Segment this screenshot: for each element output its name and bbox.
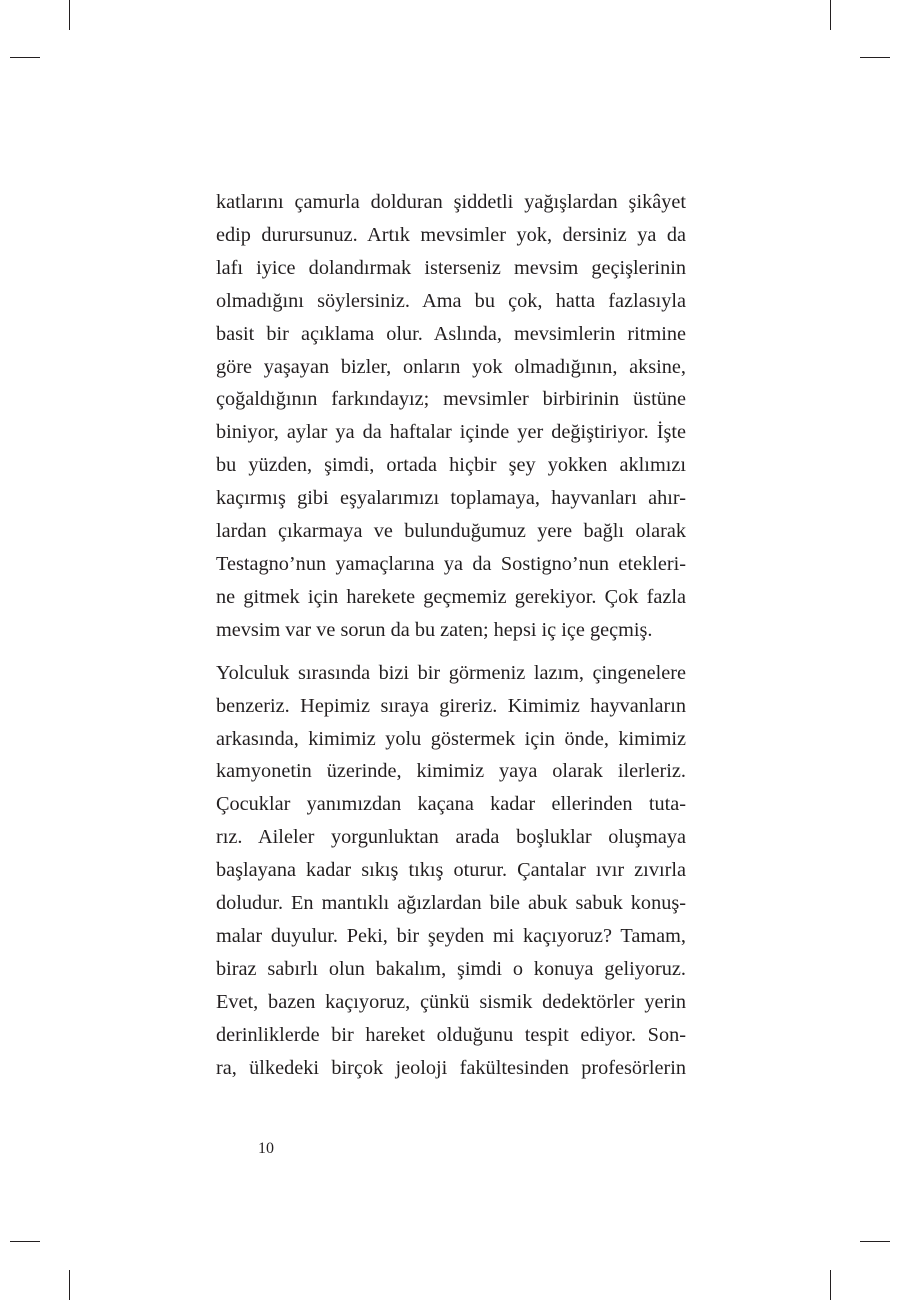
text-line: çoğaldığının farkındayız; mevsimler birbirinin üstüne (216, 388, 686, 411)
text-line: Çocuklar yanımızdan kaçana kadar ellerinden tuta- (216, 793, 686, 816)
text-line: göre yaşayan bizler, onların yok olmadığının, aksine, (216, 355, 686, 378)
text-line: ra, ülkedeki birçok jeoloji fakültesinden profesörlerin (216, 1056, 686, 1079)
paragraph-2 (216, 657, 686, 1085)
paragraph-1 (216, 186, 686, 647)
text-line: malar duyulur. Peki, bir şeyden mi kaçıyoruz? Tamam, (216, 924, 686, 947)
text-line: Evet, bazen kaçıyoruz, çünkü sismik dedektörler yerin (216, 990, 686, 1013)
text-line: biraz sabırlı olun bakalım, şimdi o konuya geliyoruz. (216, 957, 686, 980)
crop-mark-top-right-vertical (830, 0, 831, 30)
text-line: biniyor, aylar ya da haftalar içinde yer değiştiriyor. İşte (216, 421, 686, 444)
text-line: arkasında, kimimiz yolu göstermek için önde, kimimiz (216, 727, 686, 750)
text-line: edip durursunuz. Artık mevsimler yok, dersiniz ya da (216, 223, 686, 246)
crop-mark-top-right-horizontal (860, 57, 890, 58)
crop-mark-bottom-left-vertical (69, 1270, 70, 1300)
text-line: katlarını çamurla dolduran şiddetli yağışlardan şikâyet (216, 191, 686, 213)
text-line: lafı iyice dolandırmak isterseniz mevsim geçişlerinin (216, 256, 686, 279)
crop-mark-bottom-right-horizontal (860, 1241, 890, 1242)
text-line: rız. Aileler yorgunluktan arada boşluklar oluşmaya (216, 826, 686, 849)
text-line: kamyonetin üzerinde, kimimiz yaya olarak ilerleriz. (216, 760, 686, 783)
text-line: derinliklerde bir hareket olduğunu tespit ediyor. Son- (216, 1023, 686, 1046)
text-line: lardan çıkarmaya ve bulunduğumuz yere bağlı olarak (216, 520, 686, 543)
crop-mark-bottom-left-horizontal (10, 1241, 40, 1242)
text-line: bu yüzden, şimdi, ortada hiçbir şey yokken aklımızı (216, 454, 686, 477)
text-line: ne gitmek için harekete geçmemiz gerekiyor. Çok fazla (216, 585, 686, 608)
text-line: basit bir açıklama olur. Aslında, mevsimlerin ritmine (216, 322, 686, 345)
text-line: kaçırmış gibi eşyalarımızı toplamaya, hayvanları ahır- (216, 487, 686, 510)
body-text (216, 186, 686, 1084)
text-line: doludur. En mantıklı ağızlardan bile abuk sabuk konuş- (216, 892, 686, 915)
text-line: Yolculuk sırasında bizi bir görmeniz lazım, çingenelere (216, 661, 686, 684)
crop-mark-top-left-vertical (69, 0, 70, 30)
text-line: Testagno’nun yamaçlarına ya da Sostigno’nun etekleri- (216, 552, 686, 575)
crop-mark-top-left-horizontal (10, 57, 40, 58)
page-number: 10 (258, 1140, 274, 1157)
crop-mark-bottom-right-vertical (830, 1270, 831, 1300)
text-line: başlayana kadar sıkış tıkış oturur. Çantalar ıvır zıvırla (216, 859, 686, 882)
text-line: olmadığını söylersiniz. Ama bu çok, hatta fazlasıyla (216, 289, 686, 312)
text-line: mevsim var ve sorun da bu zaten; hepsi iç içe geçmiş. (216, 618, 653, 641)
text-line: benzeriz. Hepimiz sıraya gireriz. Kimimiz hayvanların (216, 694, 686, 717)
